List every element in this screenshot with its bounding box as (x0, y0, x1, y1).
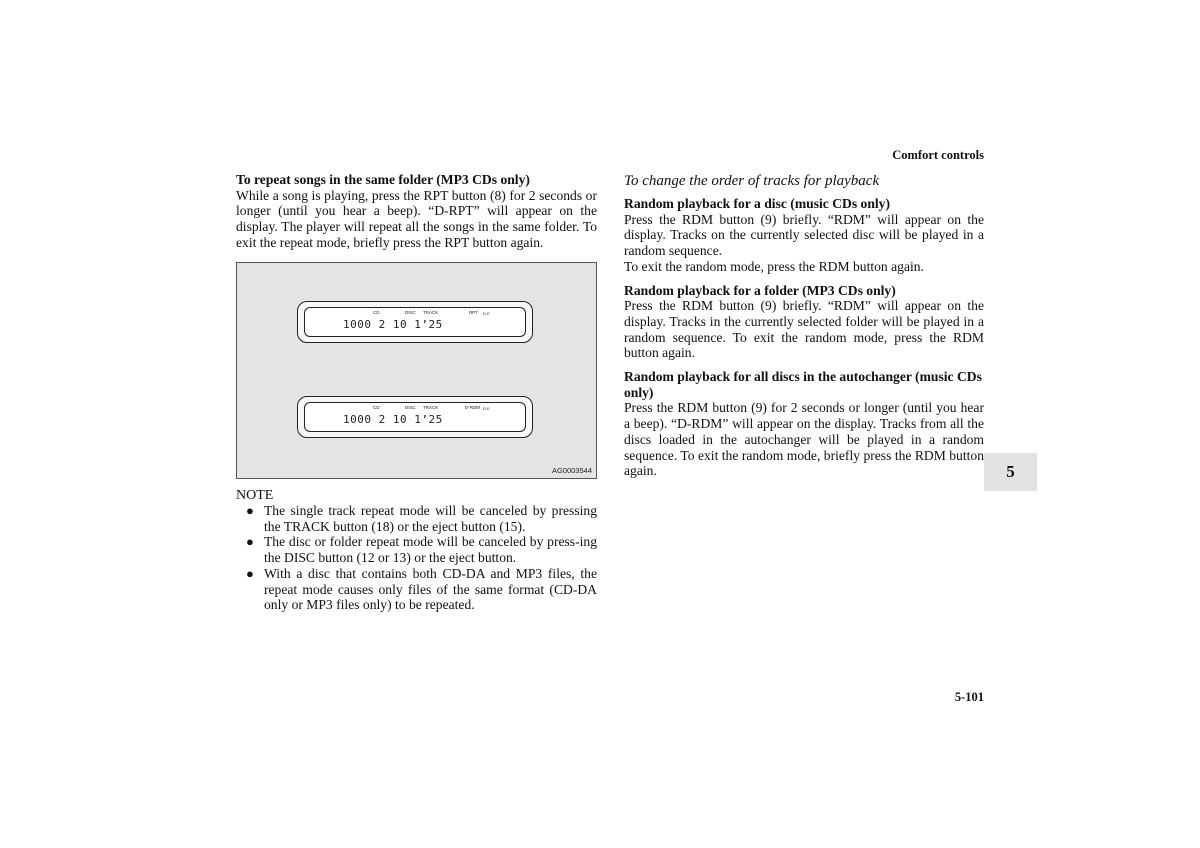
figure-code: AG0003544 (551, 466, 592, 475)
display-label-cd: CD (373, 310, 380, 315)
display-label-mode: RPT (469, 310, 478, 315)
display-screen (304, 307, 526, 337)
display-label-disc: DISC (405, 310, 416, 315)
note-item: ● The disc or folder repeat mode will be canceled by press-ing the DISC button (12 or 13) or the eject button. (246, 534, 597, 566)
random-all-body: Press the RDM button (9) for 2 seconds or longer (until you hear a beep). “D-RDM” will appear on the display. Tracks from all the discs loaded in the autochanger will be played in a random sequence. To exit the random mode, briefly press the RDM button again. (624, 400, 984, 479)
left-column (236, 172, 597, 251)
random-all-heading: Random playback for all discs in the autochanger (music CDs only) (624, 369, 982, 400)
note-list (246, 503, 597, 613)
display-illustration (236, 262, 597, 479)
note-item: ● The single track repeat mode will be canceled by pressing the TRACK button (18) or the eject button (15). (246, 503, 597, 534)
repeat-folder-heading: To repeat songs in the same folder (MP3 CDs only) (236, 172, 530, 187)
repeat-folder-body: While a song is playing, press the RPT button (8) for 2 seconds or longer (until you hear a beep). “D-RPT” will appear on the display. The player will repeat all the songs in the same folder. To exit the repeat mode, briefly press the RPT button again. (236, 187, 597, 250)
random-disc-body: Press the RDM button (9) briefly. “RDM” will appear on the display. Tracks on the currently selected disc will be played in a random sequence. (624, 211, 984, 259)
random-disc-heading: Random playback for a disc (music CDs only) (624, 196, 890, 211)
random-folder-body: Press the RDM button (9) briefly. “RDM” will appear on the display. Tracks in the currently selected folder will be played in a random sequence. To exit the random mode, press the RDM button again. (624, 298, 984, 361)
random-folder-heading: Random playback for a folder (MP3 CDs only) (624, 282, 896, 298)
section-header: Comfort controls (892, 148, 984, 162)
display-label-mode: D-RDM (465, 405, 480, 410)
random-order-title: To change the order of tracks for playback (624, 173, 880, 189)
page-number: 5-101 (954, 690, 984, 704)
display-panel-drdm (297, 396, 533, 438)
display-readout: 1000 2 10 1’25 (343, 413, 443, 426)
display-indicator: D E (483, 406, 490, 411)
chapter-tab: 5 (984, 453, 1037, 491)
bullet-icon: ● (246, 565, 254, 581)
display-screen (304, 402, 526, 432)
note-item: ● With a disc that contains both CD-DA and MP3 files, the repeat mode causes only files of the same format (CD-DA only or MP3 files only) to be repeated. (246, 565, 597, 613)
display-label-track: TRACK (423, 310, 439, 315)
bullet-icon: ● (246, 503, 254, 518)
display-panel-rpt (297, 301, 533, 343)
random-disc-exit: To exit the random mode, press the RDM button again. (624, 258, 924, 274)
display-label-cd: CD (373, 405, 380, 410)
display-indicator: D E (483, 311, 490, 316)
display-readout: 1000 2 10 1’25 (343, 318, 443, 331)
bullet-icon: ● (246, 534, 254, 550)
note-title: NOTE (236, 488, 274, 503)
display-label-disc: DISC (405, 405, 416, 410)
display-label-track: TRACK (423, 405, 439, 410)
right-column (624, 172, 984, 479)
